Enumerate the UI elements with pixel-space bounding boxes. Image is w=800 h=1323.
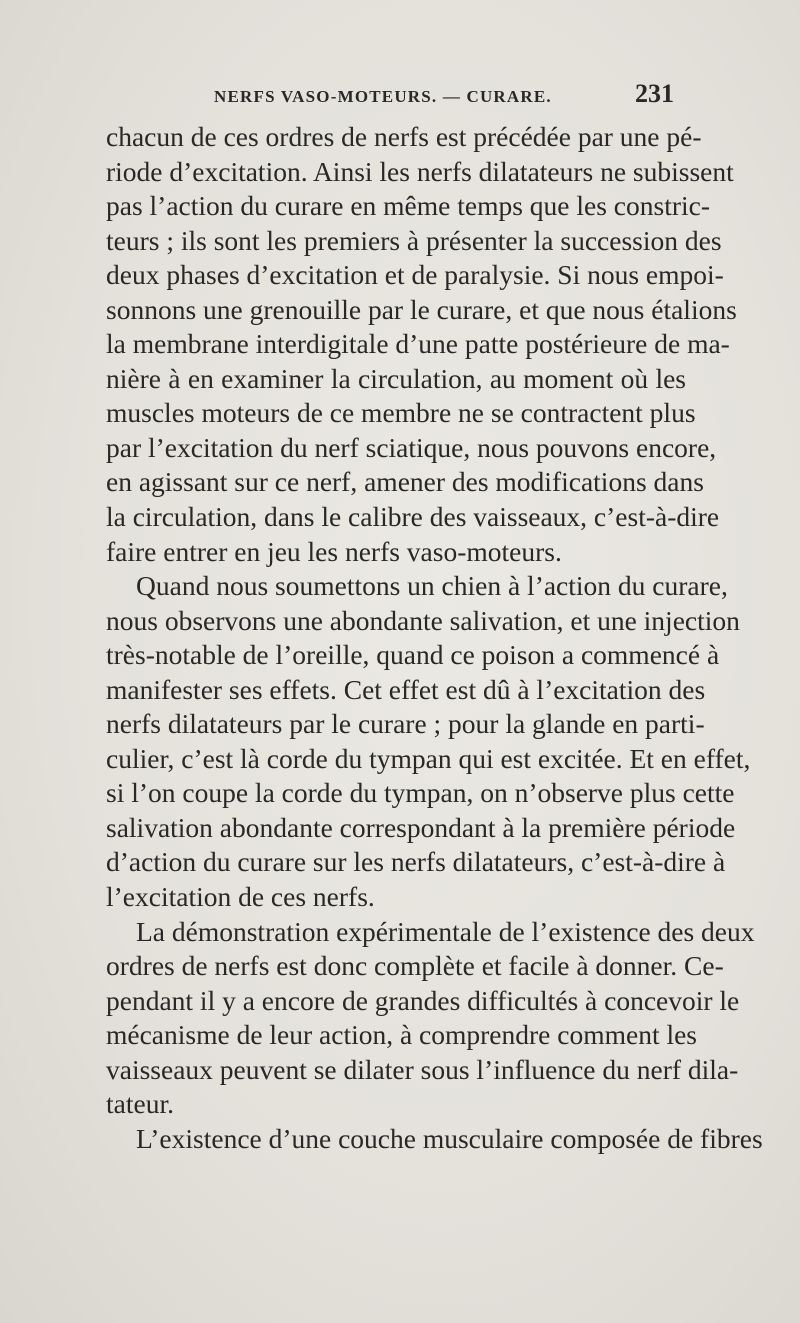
text-line: sonnons une grenouille par le curare, et que nous étalions	[106, 293, 737, 325]
paragraph-start-line: L’existence d’une couche musculaire composée de fibres	[136, 1122, 763, 1154]
text-line: deux phases d’excitation et de paralysie. Si nous empoi-	[106, 259, 724, 291]
text-line: d’action du curare sur les nerfs dilatateurs, c’est-à-dire à	[106, 846, 726, 878]
text-line: manifester ses effets. Cet effet est dû à l’excitation des	[106, 673, 706, 705]
text-line: riode d’excitation. Ainsi les nerfs dilatateurs ne subissent	[106, 155, 734, 187]
text-line: si l’on coupe la corde du tympan, on n’observe plus cette	[106, 777, 735, 809]
text-line: vaisseaux peuvent se dilater sous l’influence du nerf dila-	[106, 1053, 739, 1085]
paragraph-start-line: La démonstration expérimentale de l’existence des deux	[136, 915, 755, 947]
paragraph-end-line: faire entrer en jeu les nerfs vaso-moteurs.	[106, 535, 562, 567]
text-line: en agissant sur ce nerf, amener des modifications dans	[106, 466, 704, 498]
text-line: salivation abondante correspondant à la première période	[106, 811, 736, 843]
text-line: chacun de ces ordres de nerfs est précédée par une pé-	[106, 121, 702, 152]
text-line: par l’excitation du nerf sciatique, nous pouvons encore,	[106, 431, 717, 463]
text-line: pas l’action du curare en même temps que les constric-	[106, 190, 711, 222]
text-line: la circulation, dans le calibre des vaisseaux, c’est-à-dire	[106, 501, 720, 533]
text-line: culier, c’est là corde du tympan qui est excitée. Et en effet,	[106, 742, 751, 774]
text-line: ordres de nerfs est donc complète et facile à donner. Ce-	[106, 950, 724, 982]
running-head: NERFS VASO-MOTEURS. — CURARE.	[214, 87, 552, 106]
text-line: très-notable de l’oreille, quand ce poison a commencé à	[106, 639, 720, 671]
text-line: nerfs dilatateurs par le curare ; pour la glande en parti-	[106, 708, 705, 740]
text-line: pendant il y a encore de grandes difficultés à concevoir le	[106, 984, 740, 1016]
text-line: teurs ; ils sont les premiers à présenter la succession des	[106, 224, 722, 256]
text-line: nière à en examiner la circulation, au moment où les	[106, 362, 686, 394]
paragraph-end-line: tateur.	[106, 1088, 174, 1120]
text-line: muscles moteurs de ce membre ne se contractent plus	[106, 397, 696, 429]
paragraph-start-line: Quand nous soumettons un chien à l’action du curare,	[136, 570, 728, 602]
text-line: la membrane interdigitale d’une patte postérieure de ma-	[106, 328, 730, 360]
text-line: mécanisme de leur action, à comprendre comment les	[106, 1019, 698, 1051]
text-line: nous observons une abondante salivation, et une injection	[106, 604, 740, 636]
paragraph-end-line: l’excitation de ces nerfs.	[106, 881, 375, 913]
body-text	[106, 120, 763, 1156]
page-number: 231	[635, 79, 674, 108]
page-header	[190, 79, 690, 111]
